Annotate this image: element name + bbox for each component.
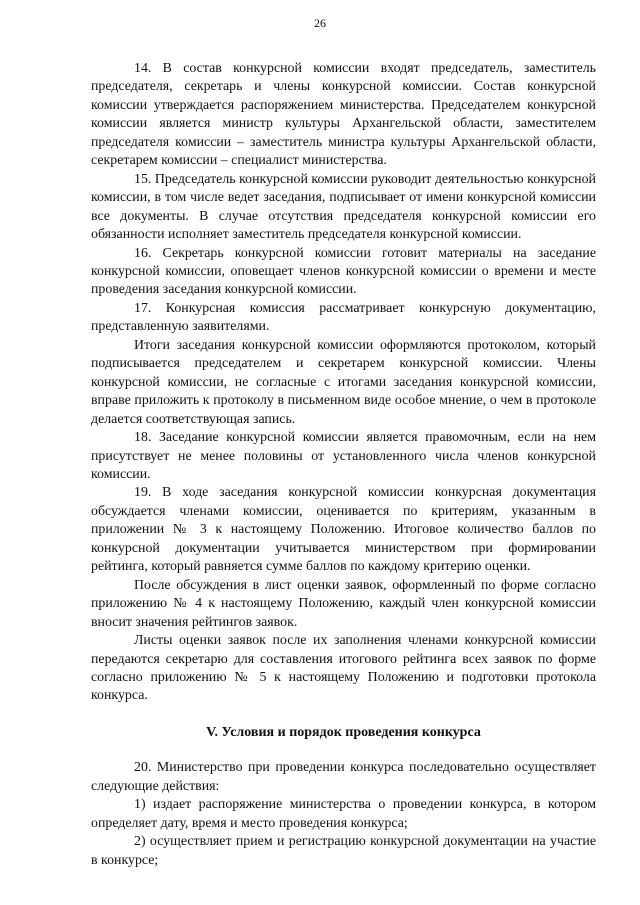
paragraph-19-sheets: Листы оценки заявок после их заполнения членами конкурсной комиссии передаются секретарю для составления итогового рейтинга всех заявок по форме согласно приложению № 5 к настоящему Положению и подготовки протокола конкурса. (91, 633, 596, 704)
document-body (91, 60, 596, 870)
page-number: 26 (314, 16, 326, 30)
paragraph-16: 16. Секретарь конкурсной комиссии готовит материалы на заседание конкурсной комиссии, оповещает членов конкурсной комиссии о времени и месте проведения заседания конкурсной комиссии. (91, 245, 596, 298)
section-heading: V. Условия и порядок проведения конкурса (206, 724, 481, 740)
paragraph-14: 14. В состав конкурсной комиссии входят председатель, заместитель председателя, секретарь и члены конкурсной комиссии. Состав конкурсной комиссии утверждается распоряжением министерства. Председателем конкурсной комиссии является министр культуры Архангельской области, заместителем председателя комиссии – заместитель министра культуры Архангельской области, секретарем комиссии – специалист министерства. (91, 61, 596, 169)
paragraph-17: 17. Конкурсная комиссия рассматривает конкурсную документацию, представленную заявителями. (91, 300, 596, 335)
paragraph-20: 20. Министерство при проведении конкурса последовательно осуществляет следующие действия: (91, 760, 596, 794)
paragraph-20-item-1: 1) издает распоряжение министерства о проведении конкурса, в котором определяет дату, время и место проведения конкурса; (91, 797, 596, 831)
paragraph-17-protocol: Итоги заседания конкурсной комиссии оформляются протоколом, который подписывается председателем и секретарем конкурсной комиссии. Члены конкурсной комиссии, не согласные с итогами заседания конкурсной комиссии, вправе приложить к протоколу в письменном виде особое мнение, о чем в протоколе делается соответствующая запись. (91, 337, 596, 427)
paragraph-15: 15. Председатель конкурсной комиссии руководит деятельностью конкурсной комиссии, в том числе ведет заседания, подписывает от имени конкурсной комиссии все документы. В случае отсутствия председателя конкурсной комиссии его обязанности исполняет заместитель председателя конкурсной комиссии. (91, 171, 596, 243)
paragraph-19-rating: После обсуждения в лист оценки заявок, оформленный по форме согласно приложению № 4 к настоящему Положению, каждый член конкурсной комиссии вносит значения рейтингов заявок. (91, 577, 596, 630)
paragraph-18: 18. Заседание конкурсной комиссии является правомочным, если на нем присутствует не менее половины от установленного числа членов конкурсной комиссии. (91, 430, 596, 482)
paragraph-19: 19. В ходе заседания конкурсной комиссии конкурсная документация обсуждается членами комиссии, оценивается по критериям, указанным в приложении № 3 к настоящему Положению. Итоговое количество баллов по конкурсной документации учитывается министерством при формировании рейтинга, который равняется сумме баллов по каждому критерию оценки. (91, 485, 596, 575)
paragraph-20-item-2: 2) осуществляет прием и регистрацию конкурсной документации на участие в конкурсе; (91, 834, 596, 868)
